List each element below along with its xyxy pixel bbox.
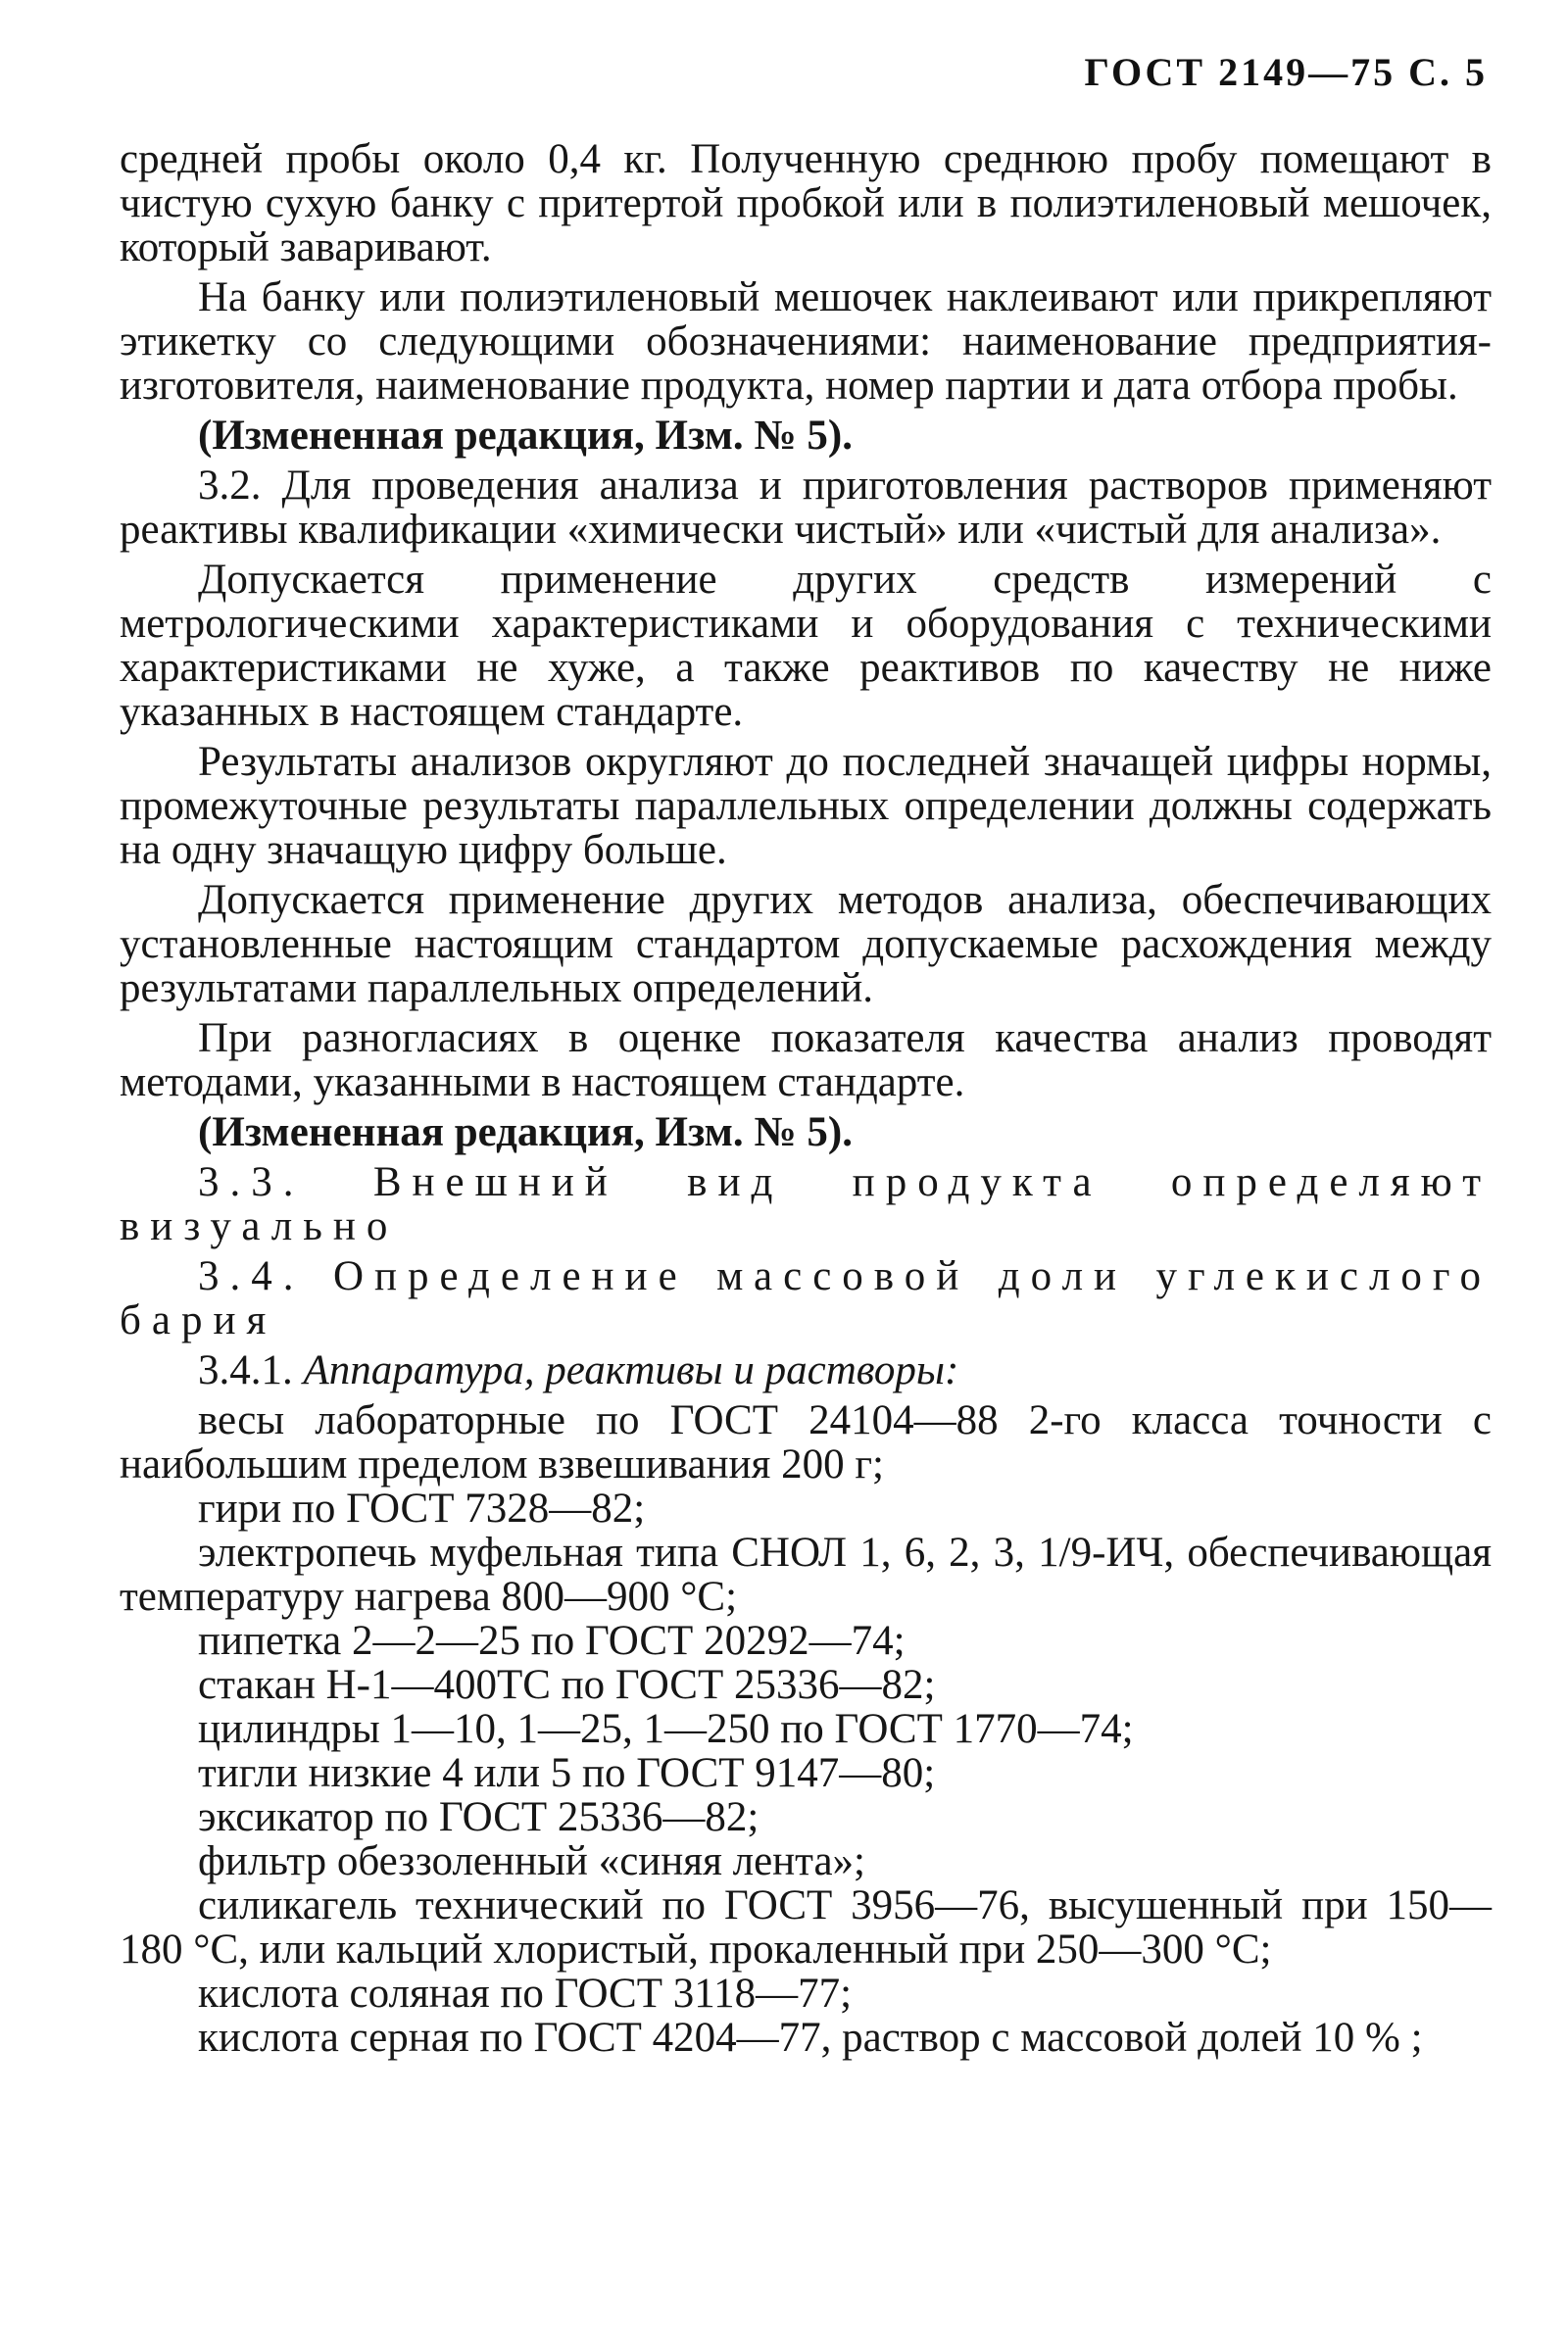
amendment-note: (Измененная редакция, Изм. № 5). <box>198 413 853 459</box>
list-item: тигли низкие 4 или 5 по ГОСТ 9147—80; <box>198 1750 936 1796</box>
list-item: стакан Н-1—400ТС по ГОСТ 25336—82; <box>198 1662 936 1708</box>
list-item: кислота соляная по ГОСТ 3118—77; <box>198 1971 853 2017</box>
list-item: фильтр обеззоленный «синяя лента»; <box>198 1838 866 1884</box>
section-3-3: 3.3. Внешний вид продукта определяют визуально <box>120 1159 1492 1249</box>
list-item: весы лабораторные по ГОСТ 24104—88 2-го класса точности с наибольшим пределом взвешивания 200 г; <box>120 1397 1492 1488</box>
list-item: электропечь муфельная типа СНОЛ 1, 6, 2, 3, 1/9-ИЧ, обеспечивающая температуру нагрева 800—900 °С; <box>120 1530 1492 1620</box>
running-header: ГОСТ 2149—75 С. 5 <box>1084 50 1488 94</box>
paragraph-disputes: При разногласиях в оценке показателя качества анализ проводят методами, указанными в настоящем стандарте. <box>120 1015 1492 1105</box>
section-3-4-1 <box>120 1348 1492 1392</box>
list-item: эксикатор по ГОСТ 25336—82; <box>198 1794 760 1840</box>
section-3-4: 3.4. Определение массовой доли углекислого бария <box>120 1253 1492 1343</box>
section-number: 3.4.1. <box>198 1347 304 1393</box>
section-title: Аппаратура, реактивы и растворы: <box>303 1347 959 1393</box>
equipment-list <box>120 1398 1492 2060</box>
list-item: пипетка 2—2—25 по ГОСТ 20292—74; <box>198 1618 906 1664</box>
paragraph-rounding-results: Результаты анализов округляют до последней значащей цифры нормы, промежуточные результаты параллельных определении должны содержать на одну значащую цифру больше. <box>120 739 1492 873</box>
amendment-note: (Измененная редакция, Изм. № 5). <box>198 1109 853 1155</box>
paragraph-label-requirements: На банку или полиэтиленовый мешочек наклеивают или прикрепляют этикетку со следующими обозначениями: наименование предприятия-изготовителя, наименование продукта, номер партии и дата отбора пробы. <box>120 274 1492 409</box>
document-body <box>120 137 1492 2060</box>
list-item: гири по ГОСТ 7328—82; <box>198 1486 646 1532</box>
section-3-2: 3.2. Для проведения анализа и приготовления растворов применяют реактивы квалификации «химически чистый» или «чистый для анализа». <box>120 463 1492 553</box>
list-item: силикагель технический по ГОСТ 3956—76, высушенный при 150—180 °С, или кальций хлористый, прокаленный при 250—300 °С; <box>120 1882 1492 1973</box>
paragraph-sample-storage: средней пробы около 0,4 кг. Полученную среднюю пробу помещают в чистую сухую банку с притертой пробкой или в полиэтиленовый мешочек, который заваривают. <box>120 136 1492 270</box>
list-item: кислота серная по ГОСТ 4204—77, раствор с массовой долей 10 % ; <box>198 2015 1423 2061</box>
paragraph-other-methods: Допускается применение других методов анализа, обеспечивающих установленные настоящим стандартом допускаемые расхождения между результатами параллельных определений. <box>120 877 1492 1011</box>
list-item: цилиндры 1—10, 1—25, 1—250 по ГОСТ 1770—74; <box>198 1706 1134 1752</box>
paragraph-measuring-instruments: Допускается применение других средств измерений с метрологическими характеристиками и оборудования с техническими характеристиками не хуже, а также реактивов по качеству не ниже указанных в настоящем стандарте. <box>120 557 1492 735</box>
